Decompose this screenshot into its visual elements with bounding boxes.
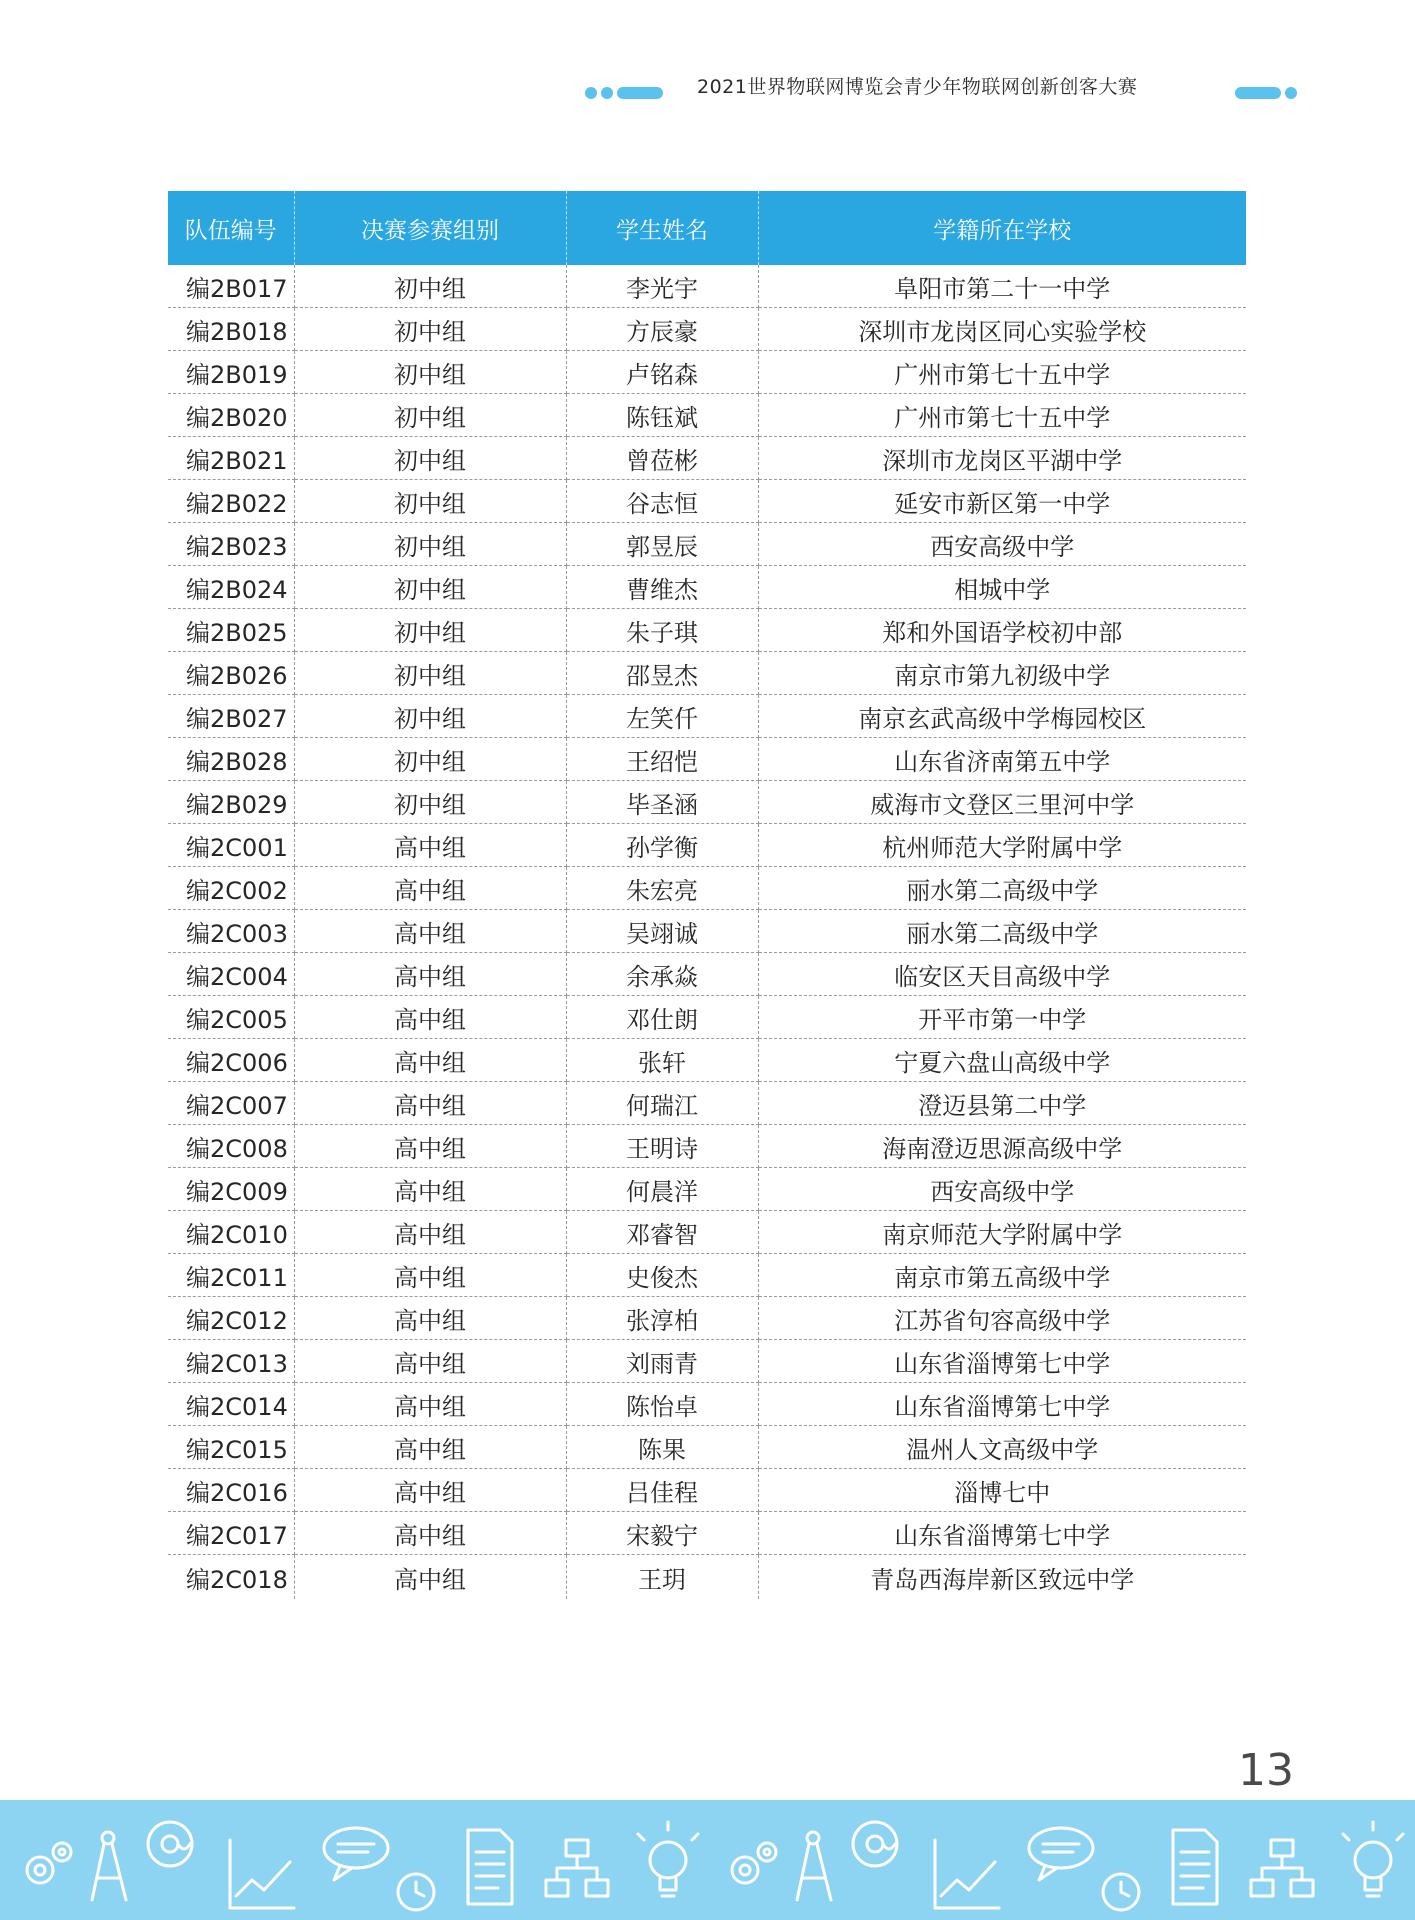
column-header-student-name: 学生姓名 (566, 191, 758, 265)
group-cell: 高中组 (294, 910, 566, 953)
group-cell: 初中组 (294, 609, 566, 652)
dot-icon (585, 87, 597, 99)
table-row (168, 1340, 1246, 1383)
team-id-cell: 编2C015 (168, 1426, 294, 1469)
school-cell: 山东省淄博第七中学 (758, 1512, 1246, 1555)
student-name-cell: 陈怡卓 (566, 1383, 758, 1426)
school-cell: 南京市第五高级中学 (758, 1254, 1246, 1297)
group-cell: 初中组 (294, 781, 566, 824)
school-cell: 温州人文高级中学 (758, 1426, 1246, 1469)
header-title: 2021世界物联网博览会青少年物联网创新创客大赛 (697, 76, 1138, 98)
table-row (168, 953, 1246, 996)
team-id-cell: 编2B029 (168, 781, 294, 824)
table-row (168, 1039, 1246, 1082)
flowchart-icon (546, 1840, 608, 1896)
team-id-cell: 编2C012 (168, 1297, 294, 1340)
table-row (168, 1082, 1246, 1125)
chart-icon (935, 1840, 999, 1908)
table-row (168, 609, 1246, 652)
student-name-cell: 方辰豪 (566, 308, 758, 351)
school-cell: 西安高级中学 (758, 1168, 1246, 1211)
team-id-cell: 编2C016 (168, 1469, 294, 1512)
team-id-cell: 编2B020 (168, 394, 294, 437)
table-body (168, 265, 1246, 1599)
group-cell: 初中组 (294, 523, 566, 566)
group-cell: 高中组 (294, 1383, 566, 1426)
group-cell: 初中组 (294, 394, 566, 437)
student-name-cell: 张轩 (566, 1039, 758, 1082)
school-cell: 丽水第二高级中学 (758, 910, 1246, 953)
school-cell: 临安区天目高级中学 (758, 953, 1246, 996)
group-cell: 初中组 (294, 308, 566, 351)
school-cell: 山东省淄博第七中学 (758, 1340, 1246, 1383)
table-row (168, 1512, 1246, 1555)
team-id-cell: 编2B024 (168, 566, 294, 609)
student-name-cell: 史俊杰 (566, 1254, 758, 1297)
school-cell: 江苏省句容高级中学 (758, 1297, 1246, 1340)
column-header-group: 决赛参赛组别 (294, 191, 566, 265)
group-cell: 高中组 (294, 1297, 566, 1340)
group-cell: 初中组 (294, 652, 566, 695)
page-number: 13 (1238, 1745, 1294, 1796)
school-cell: 南京玄武高级中学梅园校区 (758, 695, 1246, 738)
compass-icon (797, 1832, 831, 1900)
team-id-cell: 编2C003 (168, 910, 294, 953)
team-id-cell: 编2C018 (168, 1555, 294, 1600)
page-header (0, 62, 1415, 112)
student-name-cell: 曹维杰 (566, 566, 758, 609)
student-name-cell: 王玥 (566, 1555, 758, 1600)
team-id-cell: 编2C009 (168, 1168, 294, 1211)
group-cell: 高中组 (294, 1469, 566, 1512)
group-cell: 初中组 (294, 695, 566, 738)
student-name-cell: 曾莅彬 (566, 437, 758, 480)
table-row (168, 265, 1246, 308)
school-cell: 相城中学 (758, 566, 1246, 609)
student-name-cell: 毕圣涵 (566, 781, 758, 824)
school-cell: 深圳市龙岗区平湖中学 (758, 437, 1246, 480)
table-row (168, 996, 1246, 1039)
school-cell: 南京市第九初级中学 (758, 652, 1246, 695)
group-cell: 高中组 (294, 996, 566, 1039)
team-id-cell: 编2C004 (168, 953, 294, 996)
school-cell: 郑和外国语学校初中部 (758, 609, 1246, 652)
school-cell: 延安市新区第一中学 (758, 480, 1246, 523)
at-icon (853, 1822, 897, 1866)
table-row (168, 437, 1246, 480)
table-row (168, 308, 1246, 351)
team-id-cell: 编2B027 (168, 695, 294, 738)
school-cell: 宁夏六盘山高级中学 (758, 1039, 1246, 1082)
at-icon (148, 1822, 192, 1866)
group-cell: 高中组 (294, 1426, 566, 1469)
school-cell: 深圳市龙岗区同心实验学校 (758, 308, 1246, 351)
group-cell: 高中组 (294, 867, 566, 910)
table-row (168, 910, 1246, 953)
roster-table (168, 191, 1246, 1599)
group-cell: 高中组 (294, 1125, 566, 1168)
table-row (168, 1469, 1246, 1512)
group-cell: 高中组 (294, 1082, 566, 1125)
team-id-cell: 编2B021 (168, 437, 294, 480)
student-name-cell: 邓仕朗 (566, 996, 758, 1039)
student-name-cell: 王绍恺 (566, 738, 758, 781)
group-cell: 高中组 (294, 824, 566, 867)
clock-icon (1103, 1874, 1139, 1910)
table-row (168, 394, 1246, 437)
student-name-cell: 孙学衡 (566, 824, 758, 867)
student-name-cell: 刘雨青 (566, 1340, 758, 1383)
school-cell: 山东省济南第五中学 (758, 738, 1246, 781)
team-id-cell: 编2B018 (168, 308, 294, 351)
student-name-cell: 谷志恒 (566, 480, 758, 523)
table-row (168, 351, 1246, 394)
table-row (168, 781, 1246, 824)
column-header-team-id: 队伍编号 (168, 191, 294, 265)
lightbulb-icon (638, 1822, 698, 1896)
table-row (168, 480, 1246, 523)
team-id-cell: 编2B026 (168, 652, 294, 695)
school-cell: 南京师范大学附属中学 (758, 1211, 1246, 1254)
team-id-cell: 编2B025 (168, 609, 294, 652)
school-cell: 淄博七中 (758, 1469, 1246, 1512)
school-cell: 杭州师范大学附属中学 (758, 824, 1246, 867)
team-id-cell: 编2C005 (168, 996, 294, 1039)
table-header-row (168, 191, 1246, 265)
student-name-cell: 邵昱杰 (566, 652, 758, 695)
school-cell: 广州市第七十五中学 (758, 351, 1246, 394)
gear-icon (732, 1843, 776, 1883)
lightbulb-icon (1343, 1822, 1403, 1896)
group-cell: 高中组 (294, 1168, 566, 1211)
student-name-cell: 余承焱 (566, 953, 758, 996)
clock-icon (398, 1874, 434, 1910)
gear-icon (27, 1843, 71, 1883)
footer-banner (0, 1800, 1415, 1920)
team-id-cell: 编2B019 (168, 351, 294, 394)
table-row (168, 738, 1246, 781)
table-row (168, 1297, 1246, 1340)
dot-icon (601, 87, 613, 99)
header-dots-right (1235, 82, 1301, 101)
student-name-cell: 李光宇 (566, 265, 758, 308)
group-cell: 高中组 (294, 1512, 566, 1555)
table-row (168, 824, 1246, 867)
team-id-cell: 编2C001 (168, 824, 294, 867)
school-cell: 开平市第一中学 (758, 996, 1246, 1039)
document-icon (1173, 1830, 1217, 1904)
team-id-cell: 编2C008 (168, 1125, 294, 1168)
school-cell: 丽水第二高级中学 (758, 867, 1246, 910)
school-cell: 澄迈县第二中学 (758, 1082, 1246, 1125)
group-cell: 初中组 (294, 480, 566, 523)
table-row (168, 1555, 1246, 1600)
school-cell: 西安高级中学 (758, 523, 1246, 566)
student-name-cell: 郭昱辰 (566, 523, 758, 566)
header-dots-left (585, 82, 663, 101)
dot-icon (1285, 87, 1297, 99)
school-cell: 威海市文登区三里河中学 (758, 781, 1246, 824)
team-id-cell: 编2C017 (168, 1512, 294, 1555)
student-name-cell: 何晨洋 (566, 1168, 758, 1211)
school-cell: 广州市第七十五中学 (758, 394, 1246, 437)
team-id-cell: 编2C006 (168, 1039, 294, 1082)
school-cell: 阜阳市第二十一中学 (758, 265, 1246, 308)
student-name-cell: 朱子琪 (566, 609, 758, 652)
speech-bubble-icon (324, 1828, 388, 1880)
team-id-cell: 编2B028 (168, 738, 294, 781)
group-cell: 初中组 (294, 437, 566, 480)
group-cell: 高中组 (294, 1254, 566, 1297)
group-cell: 高中组 (294, 1039, 566, 1082)
student-name-cell: 吴翊诚 (566, 910, 758, 953)
student-name-cell: 张淳柏 (566, 1297, 758, 1340)
team-id-cell: 编2B023 (168, 523, 294, 566)
table-row (168, 566, 1246, 609)
school-cell: 山东省淄博第七中学 (758, 1383, 1246, 1426)
student-name-cell: 左笑仟 (566, 695, 758, 738)
team-id-cell: 编2C002 (168, 867, 294, 910)
pill-icon (617, 87, 663, 99)
table-row (168, 523, 1246, 566)
table-row (168, 1254, 1246, 1297)
pill-icon (1235, 87, 1281, 99)
team-id-cell: 编2C010 (168, 1211, 294, 1254)
compass-icon (92, 1832, 126, 1900)
group-cell: 初中组 (294, 265, 566, 308)
table-row (168, 867, 1246, 910)
group-cell: 高中组 (294, 1340, 566, 1383)
table-row (168, 652, 1246, 695)
column-header-school: 学籍所在学校 (758, 191, 1246, 265)
team-id-cell: 编2B017 (168, 265, 294, 308)
student-name-cell: 卢铭森 (566, 351, 758, 394)
student-name-cell: 邓睿智 (566, 1211, 758, 1254)
student-name-cell: 陈钰斌 (566, 394, 758, 437)
student-name-cell: 吕佳程 (566, 1469, 758, 1512)
group-cell: 高中组 (294, 953, 566, 996)
team-id-cell: 编2C007 (168, 1082, 294, 1125)
table-row (168, 695, 1246, 738)
student-name-cell: 朱宏亮 (566, 867, 758, 910)
school-cell: 青岛西海岸新区致远中学 (870, 1565, 1135, 1594)
group-cell: 高中组 (294, 1211, 566, 1254)
student-name-cell: 何瑞江 (566, 1082, 758, 1125)
table-row (168, 1426, 1246, 1469)
student-name-cell: 宋毅宁 (566, 1512, 758, 1555)
team-id-cell: 编2C013 (168, 1340, 294, 1383)
flowchart-icon (1251, 1840, 1313, 1896)
student-name-cell: 王明诗 (566, 1125, 758, 1168)
group-cell: 初中组 (294, 566, 566, 609)
team-id-cell: 编2C014 (168, 1383, 294, 1426)
team-id-cell: 编2B022 (168, 480, 294, 523)
team-id-cell: 编2C011 (168, 1254, 294, 1297)
group-cell: 初中组 (294, 738, 566, 781)
table-row (168, 1168, 1246, 1211)
table-row (168, 1125, 1246, 1168)
group-cell: 高中组 (294, 1555, 566, 1600)
table-row (168, 1383, 1246, 1426)
student-name-cell: 陈果 (566, 1426, 758, 1469)
table-row (168, 1211, 1246, 1254)
speech-bubble-icon (1029, 1828, 1093, 1880)
chart-icon (230, 1840, 294, 1908)
document-icon (468, 1830, 512, 1904)
school-cell: 海南澄迈思源高级中学 (758, 1125, 1246, 1168)
group-cell: 初中组 (294, 351, 566, 394)
